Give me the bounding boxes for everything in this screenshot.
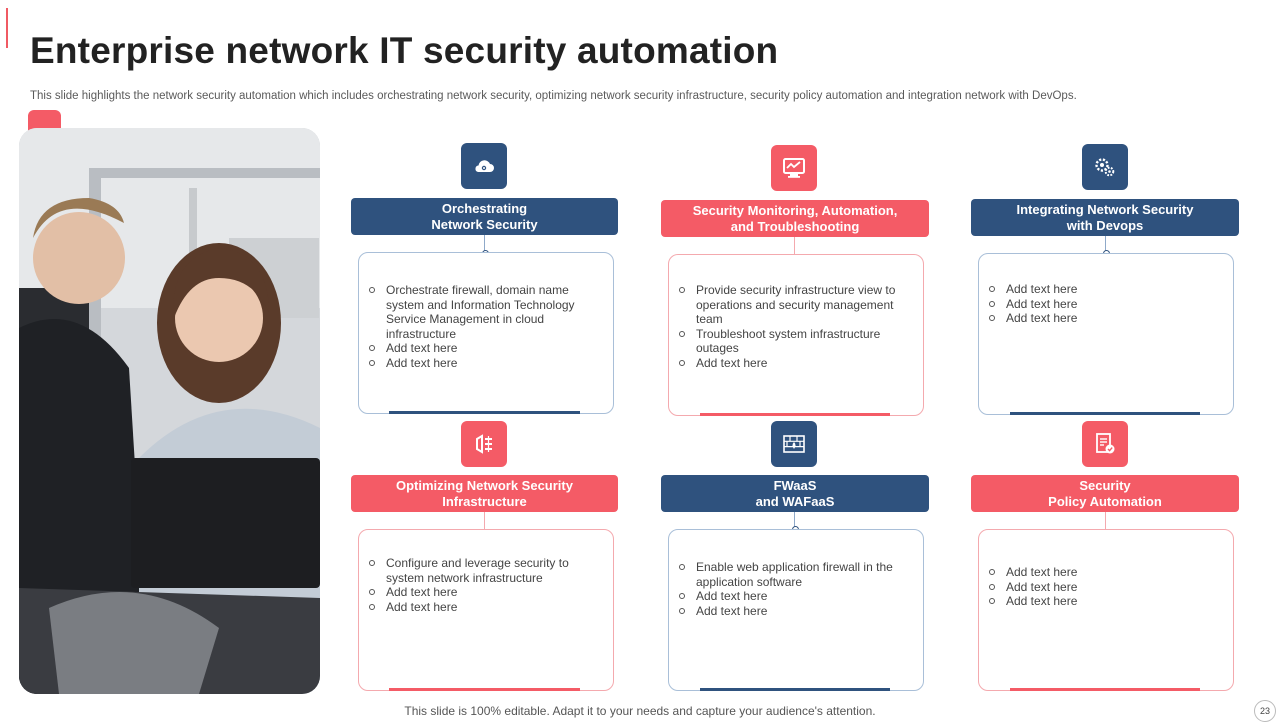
page-number: 23 — [1254, 700, 1276, 722]
list-item: Add text here — [987, 297, 1221, 312]
card-heading: FWaaS and WAFaaS — [661, 475, 929, 512]
card-heading: Security Monitoring, Automation, and Troubleshooting — [661, 200, 929, 237]
connector-line — [794, 237, 795, 255]
card-heading: Optimizing Network Security Infrastructure — [351, 475, 618, 512]
policy-document-icon — [1082, 421, 1128, 467]
firewall-icon — [771, 421, 817, 467]
list-item: Add text here — [677, 356, 911, 371]
card-bottom-bar — [1010, 412, 1200, 415]
card-heading: Security Policy Automation — [971, 475, 1239, 512]
card-body — [358, 529, 614, 691]
page-subtitle: This slide highlights the network security automation which includes orchestrating network security, optimizing network security infrastructure, security policy automation and integration network with DevOps. — [30, 90, 1077, 102]
monitor-chart-icon — [771, 145, 817, 191]
card-heading: Orchestrating Network Security — [351, 198, 618, 235]
list-item: Provide security infrastructure view to operations and security management team — [677, 283, 911, 327]
list-item: Configure and leverage security to system network infrastructure — [367, 556, 601, 585]
list-item: Add text here — [677, 589, 911, 604]
list-item: Orchestrate firewall, domain name system and Information Technology Service Management in cloud infrastructure — [367, 283, 601, 341]
devops-gears-icon — [1082, 144, 1128, 190]
card-heading: Integrating Network Security with Devops — [971, 199, 1239, 236]
connector-line — [484, 512, 485, 529]
list-item: Add text here — [677, 604, 911, 619]
connector-line — [1105, 512, 1106, 529]
list-item: Add text here — [367, 341, 601, 356]
card-body — [668, 254, 924, 416]
list-item: Add text here — [987, 594, 1221, 609]
card-body — [978, 529, 1234, 691]
card-bottom-bar — [389, 411, 580, 414]
list-item: Add text here — [987, 580, 1221, 595]
list-item: Add text here — [987, 565, 1221, 580]
card-bottom-bar — [700, 413, 890, 416]
card-body — [358, 252, 614, 414]
card-body — [668, 529, 924, 691]
infrastructure-optimize-icon — [461, 421, 507, 467]
list-item: Add text here — [367, 356, 601, 371]
team-photo — [19, 128, 320, 694]
card-body — [978, 253, 1234, 415]
list-item: Add text here — [987, 311, 1221, 326]
cloud-gear-icon — [461, 143, 507, 189]
card-bottom-bar — [700, 688, 890, 691]
title-accent-line — [6, 8, 8, 48]
list-item: Add text here — [987, 282, 1221, 297]
page-title: Enterprise network IT security automation — [30, 30, 779, 71]
card-bottom-bar — [389, 688, 580, 691]
list-item: Troubleshoot system infrastructure outages — [677, 327, 911, 356]
list-item: Add text here — [367, 600, 601, 615]
footer-note: This slide is 100% editable. Adapt it to your needs and capture your audience's attention. — [404, 704, 876, 718]
list-item: Enable web application firewall in the application software — [677, 560, 911, 589]
list-item: Add text here — [367, 585, 601, 600]
card-bottom-bar — [1010, 688, 1200, 691]
